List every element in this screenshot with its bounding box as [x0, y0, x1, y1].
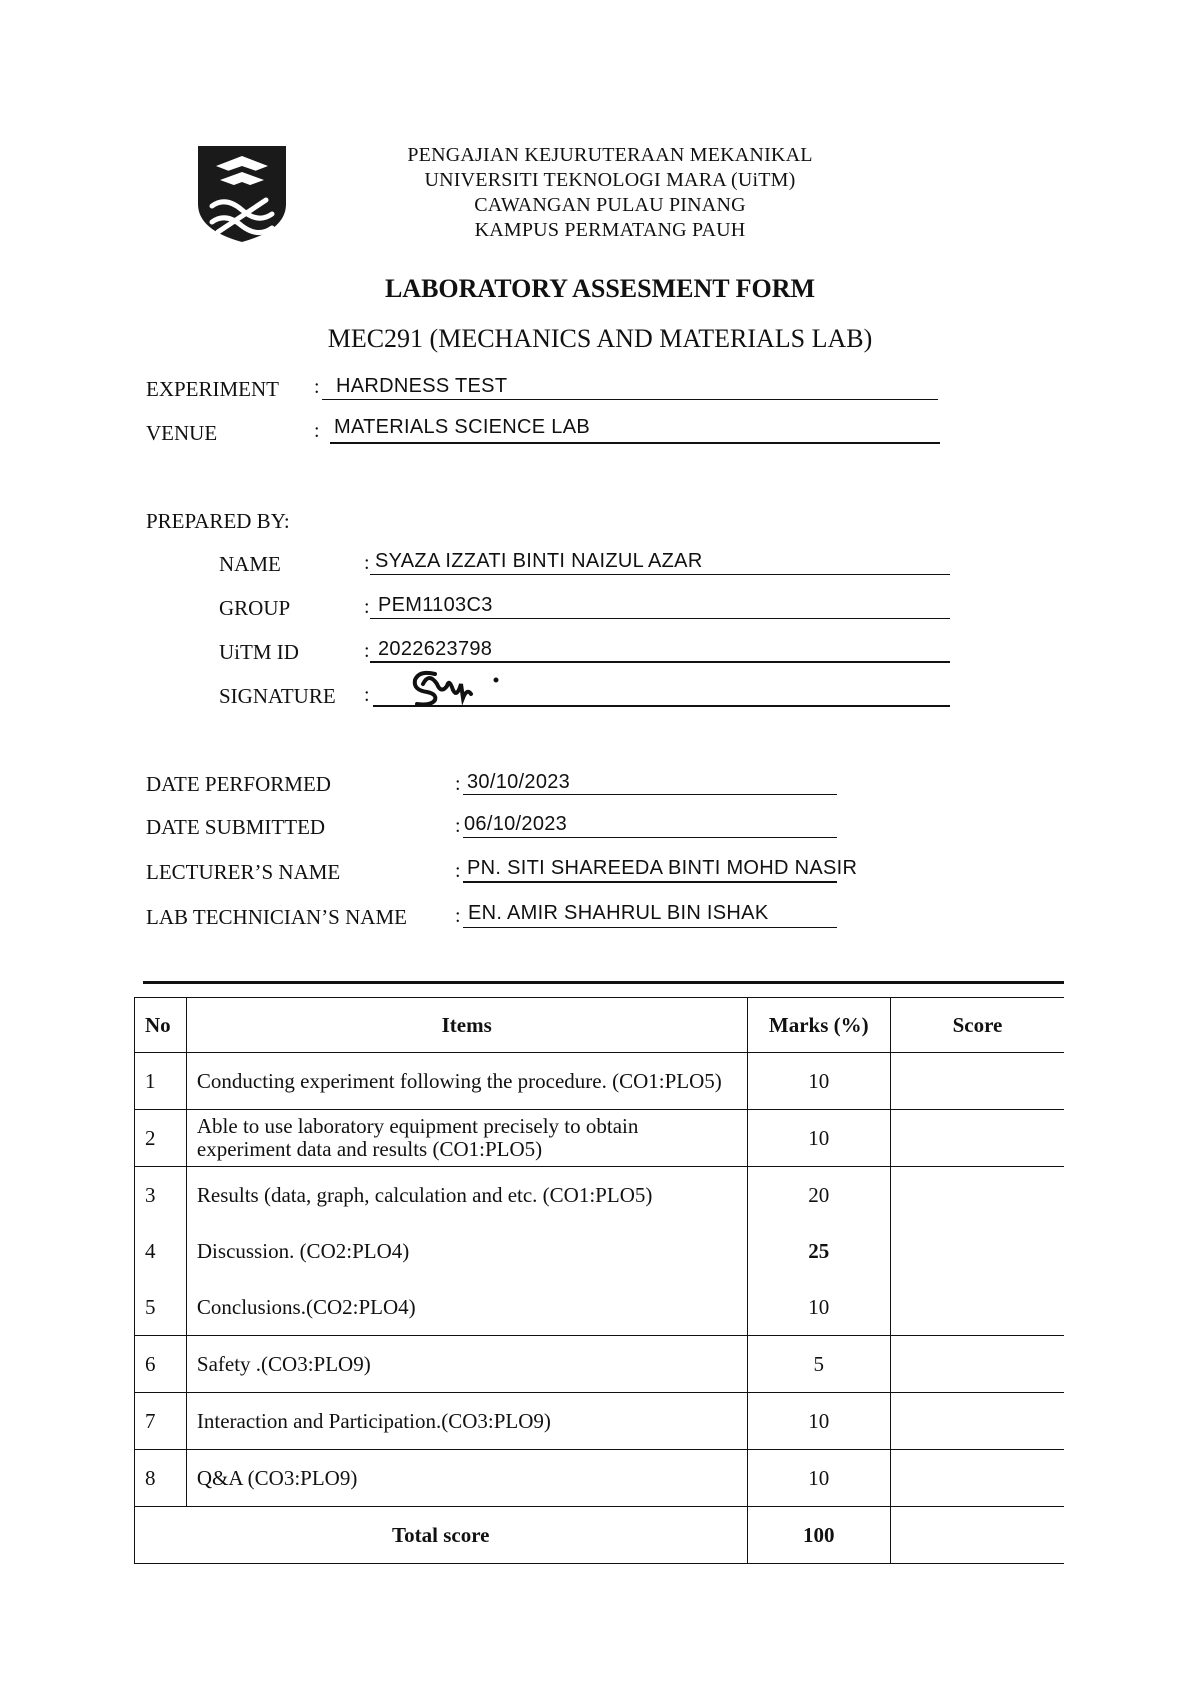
row-no: 3	[135, 1167, 187, 1224]
venue-underline	[330, 442, 940, 444]
total-row	[135, 1507, 1065, 1564]
row-marks: 5	[747, 1336, 890, 1393]
colon: :	[455, 815, 461, 837]
row-no: 5	[135, 1279, 187, 1336]
row-no: 1	[135, 1053, 187, 1110]
total-label: Total score	[135, 1507, 748, 1564]
row-item: Interaction and Participation.(CO3:PLO9)	[186, 1393, 747, 1450]
table-row	[135, 1110, 1065, 1167]
table-row	[135, 1279, 1065, 1336]
name-label: NAME	[219, 552, 281, 576]
header-dept: PENGAJIAN KEJURUTERAAN MEKANIKAL	[407, 144, 813, 166]
row-score	[891, 1167, 1065, 1224]
row-item: Conclusions.(CO2:PLO4)	[186, 1279, 747, 1336]
prepared-by-heading: PREPARED BY:	[146, 509, 290, 533]
row-item: Safety .(CO3:PLO9)	[186, 1336, 747, 1393]
date-performed-underline	[463, 794, 837, 795]
row-marks: 10	[747, 1110, 890, 1167]
row-item: Able to use laboratory equipment precisely to obtain experiment data and results (CO1:PLO5)	[186, 1110, 747, 1167]
form-subtitle: MEC291 (MECHANICS AND MATERIALS LAB)	[327, 324, 873, 353]
lecturer-underline	[463, 881, 837, 883]
lecturer-value: PN. SITI SHAREEDA BINTI MOHD NASIR	[467, 857, 858, 879]
group-underline	[370, 618, 950, 619]
header-branch: CAWANGAN PULAU PINANG	[474, 194, 746, 216]
experiment-underline	[322, 399, 938, 400]
row-item: Results (data, graph, calculation and etc. (CO1:PLO5)	[186, 1167, 747, 1224]
row-marks: 10	[747, 1053, 890, 1110]
row-marks: 10	[747, 1279, 890, 1336]
technician-label: LAB TECHNICIAN’S NAME	[146, 905, 407, 929]
experiment-label: EXPERIMENT	[146, 377, 279, 401]
header-score: Score	[891, 998, 1065, 1053]
header-items: Items	[186, 998, 747, 1053]
name-underline	[370, 574, 950, 575]
date-submitted-value: 06/10/2023	[464, 813, 568, 835]
experiment-value: HARDNESS TEST	[336, 375, 508, 397]
total-score	[891, 1507, 1065, 1564]
row-no: 6	[135, 1336, 187, 1393]
row-no: 7	[135, 1393, 187, 1450]
total-marks: 100	[747, 1507, 890, 1564]
colon: :	[455, 860, 461, 882]
row-item: Q&A (CO3:PLO9)	[186, 1450, 747, 1507]
section-divider	[143, 981, 1064, 984]
row-marks: 10	[747, 1393, 890, 1450]
row-score	[891, 1223, 1065, 1279]
name-value: SYAZA IZZATI BINTI NAIZUL AZAR	[375, 550, 703, 572]
row-no: 2	[135, 1110, 187, 1167]
table-row	[135, 1450, 1065, 1507]
table-row	[135, 1393, 1065, 1450]
technician-underline	[463, 927, 837, 928]
assessment-table	[134, 997, 1064, 1564]
row-score	[891, 1110, 1065, 1167]
uitm-id-underline	[370, 661, 950, 663]
table-row	[135, 1223, 1065, 1279]
colon: :	[364, 640, 370, 662]
header-no: No	[135, 998, 187, 1053]
row-score	[891, 1053, 1065, 1110]
colon: :	[455, 905, 461, 927]
row-score	[891, 1450, 1065, 1507]
row-no: 8	[135, 1450, 187, 1507]
row-marks: 10	[747, 1450, 890, 1507]
row-no: 4	[135, 1223, 187, 1279]
header-campus: KAMPUS PERMATANG PAUH	[474, 219, 746, 241]
table-header-row	[135, 998, 1065, 1053]
row-score	[891, 1393, 1065, 1450]
colon: :	[314, 420, 320, 442]
venue-value: MATERIALS SCIENCE LAB	[334, 416, 590, 438]
table-row	[135, 1053, 1065, 1110]
row-item: Discussion. (CO2:PLO4)	[186, 1223, 747, 1279]
uitm-id-label: UiTM ID	[219, 640, 299, 664]
colon: :	[364, 596, 370, 618]
date-performed-label: DATE PERFORMED	[146, 772, 331, 796]
colon: :	[314, 376, 320, 398]
header-marks: Marks (%)	[747, 998, 890, 1053]
table-row	[135, 1336, 1065, 1393]
signature-underline	[373, 705, 950, 707]
colon: :	[455, 773, 461, 795]
colon: :	[364, 552, 370, 574]
table-row	[135, 1167, 1065, 1224]
university-logo	[196, 144, 288, 244]
row-item: Conducting experiment following the procedure. (CO1:PLO5)	[186, 1053, 747, 1110]
lecturer-label: LECTURER’S NAME	[146, 860, 341, 884]
venue-label: VENUE	[146, 421, 218, 445]
row-score	[891, 1279, 1065, 1336]
date-submitted-underline	[463, 837, 837, 838]
form-title: LABORATORY ASSESMENT FORM	[384, 274, 816, 303]
signature-mark	[405, 664, 505, 710]
row-marks: 20	[747, 1167, 890, 1224]
row-score	[891, 1336, 1065, 1393]
colon: :	[364, 684, 370, 706]
group-value: PEM1103C3	[378, 594, 493, 616]
technician-value: EN. AMIR SHAHRUL BIN ISHAK	[468, 902, 769, 924]
header-university: UNIVERSITI TEKNOLOGI MARA (UiTM)	[424, 169, 796, 191]
signature-label: SIGNATURE	[219, 684, 336, 708]
row-marks: 25	[747, 1223, 890, 1279]
date-performed-value: 30/10/2023	[467, 771, 571, 793]
group-label: GROUP	[219, 596, 291, 620]
date-submitted-label: DATE SUBMITTED	[146, 815, 326, 839]
uitm-id-value: 2022623798	[378, 638, 493, 660]
